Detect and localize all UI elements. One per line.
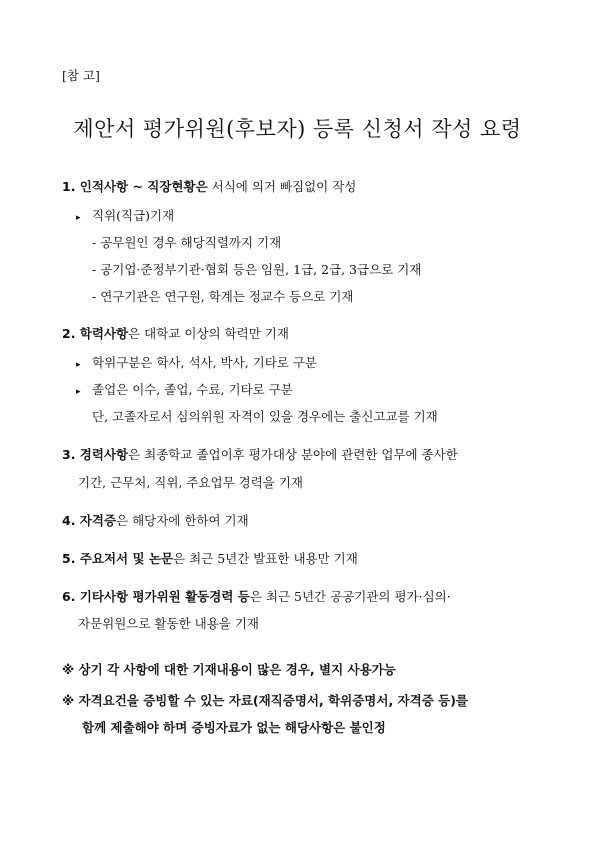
note-2-continuation: 함께 제출해야 하며 증빙자료가 없는 해당사항은 불인정 — [82, 720, 386, 735]
section-2-bullet-1-text: 학위구분은 학사, 석사, 박사, 기타로 구분 — [92, 355, 317, 370]
section-2-heading: 2. 학력사항 — [62, 326, 129, 341]
section-6 — [62, 587, 451, 605]
note-2: ※ 자격요건을 증빙할 수 있는 자료(재직증명서, 학위증명서, 자격증 등)를 — [62, 693, 468, 708]
section-2-text: 은 대학교 이상의 학력만 기재 — [128, 326, 289, 341]
bullet-icon: ▸ — [76, 387, 81, 397]
section-6-continuation: 자문위원으로 활동한 내용을 기재 — [78, 616, 259, 631]
section-2-continuation: 단, 고졸자로서 심의위원 자격이 있을 경우에는 출신고교를 기재 — [92, 409, 438, 424]
page-title: 제안서 평가위원(후보자) 등록 신청서 작성 요령 — [73, 117, 522, 141]
section-1-heading: 1. 인적사항 ~ 직장현황은 — [62, 179, 208, 194]
section-5-text: 은 최근 5년간 발표한 내용만 기재 — [173, 551, 358, 566]
section-2-bullet-1 — [76, 353, 317, 371]
section-4 — [62, 511, 249, 529]
note-1: ※ 상기 각 사항에 대한 기재내용이 많은 경우, 별지 사용가능 — [62, 662, 396, 677]
section-4-heading: 4. 자격증 — [62, 513, 117, 528]
section-2-bullet-2-text: 졸업은 이수, 졸업, 수료, 기타로 구분 — [92, 382, 293, 397]
section-2-bullet-2 — [76, 380, 293, 398]
section-6-heading: 6. 기타사항 평가위원 활동경력 등 — [62, 589, 250, 604]
section-1-bullet — [76, 206, 174, 224]
section-3-heading: 3. 경력사항 — [62, 447, 129, 462]
section-1-detail-2: - 공기업·준정부기관·협회 등은 임원, 1급, 2급, 3급으로 기재 — [92, 262, 422, 277]
bullet-icon: ▸ — [76, 360, 81, 370]
section-3 — [62, 445, 458, 463]
section-1-detail-1: - 공무원인 경우 해당직렬까지 기재 — [92, 235, 282, 250]
section-4-text: 은 해당자에 한하여 기재 — [116, 513, 249, 528]
section-6-text: 은 최근 5년간 공공기관의 평가·심의· — [249, 589, 451, 604]
reference-label: [참 고] — [62, 68, 100, 83]
section-1 — [62, 177, 356, 195]
section-1-detail-3: - 연구기관은 연구원, 학계는 정교수 등으로 기재 — [92, 289, 354, 304]
section-5 — [62, 549, 358, 567]
section-1-bullet-text: 직위(직급)기재 — [92, 208, 175, 223]
bullet-icon: ▸ — [76, 213, 81, 223]
section-3-continuation: 기간, 근무처, 직위, 주요업무 경력을 기재 — [78, 475, 303, 490]
section-3-text: 은 최종학교 졸업이후 평가대상 분야에 관련한 업무에 종사한 — [128, 447, 458, 462]
section-5-heading: 5. 주요저서 및 논문 — [62, 551, 174, 566]
section-1-text: 서식에 의거 빠짐없이 작성 — [207, 179, 357, 194]
section-2 — [62, 324, 289, 342]
